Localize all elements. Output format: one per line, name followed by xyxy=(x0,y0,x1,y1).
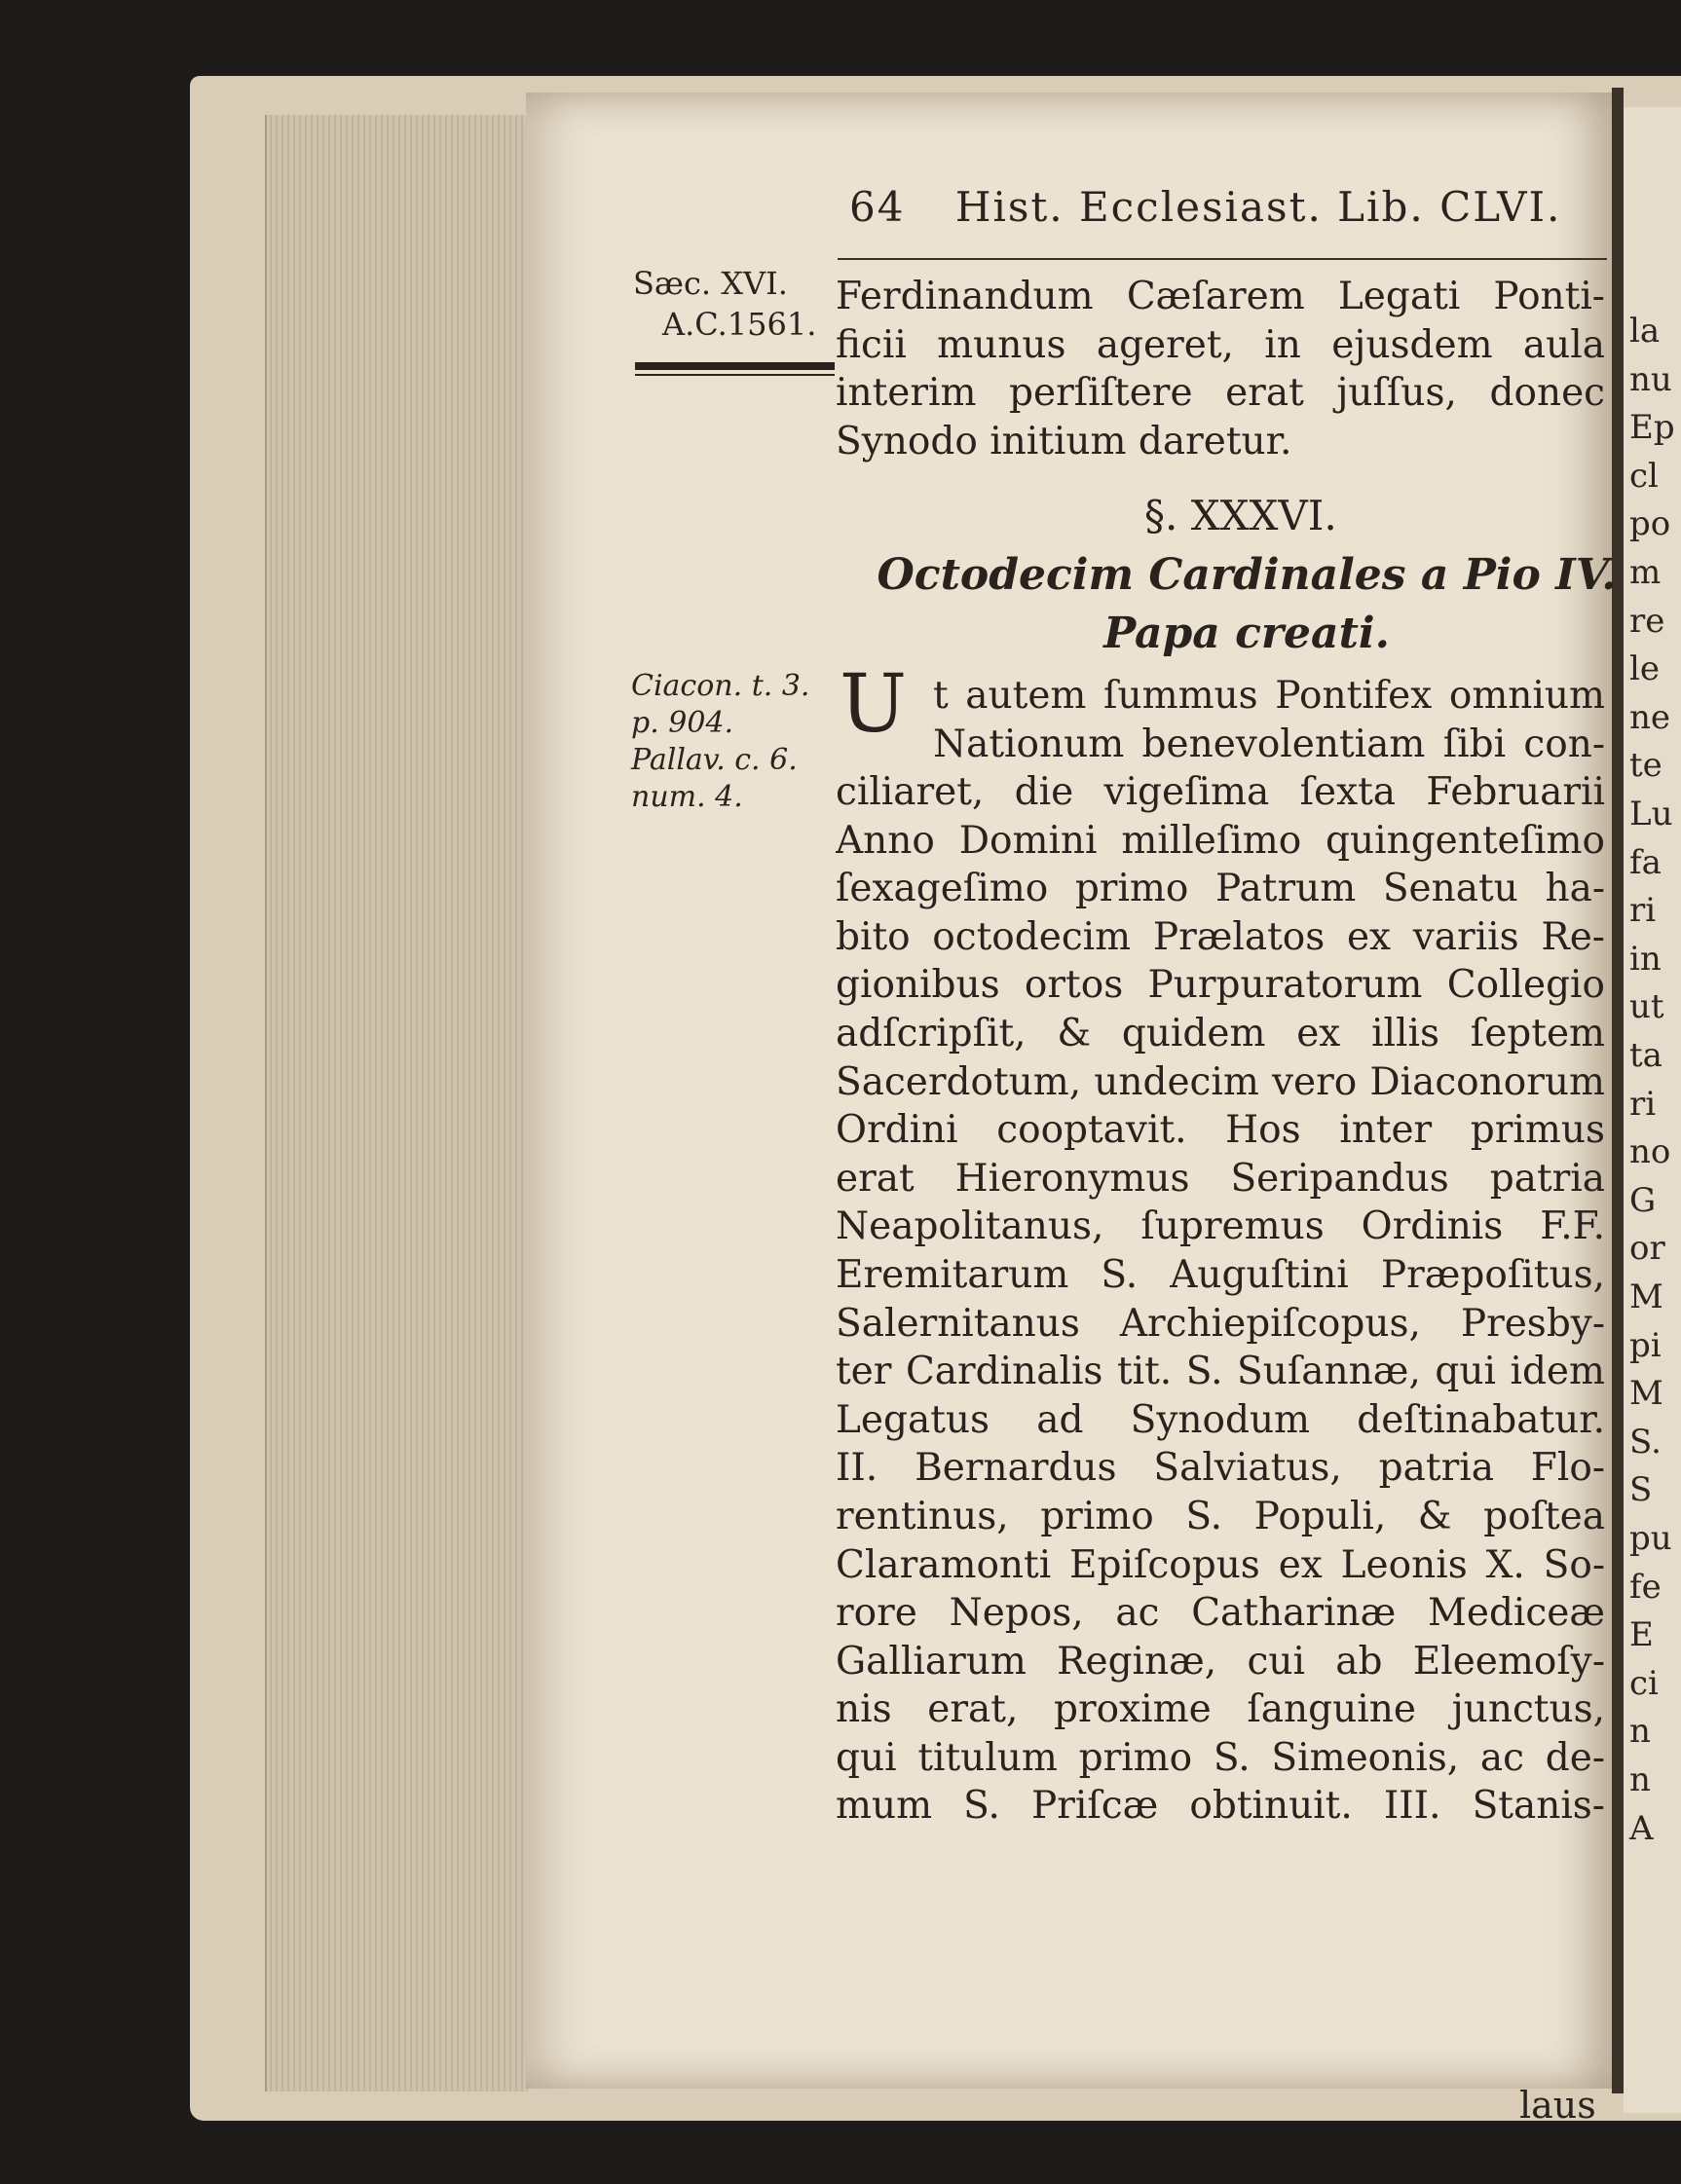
text-line: Ordini cooptavit. Hos inter primus xyxy=(836,1108,1605,1153)
catchword: laus xyxy=(1519,2084,1596,2127)
text-line: Nationum benevolentiam ſibi con- xyxy=(933,722,1605,766)
next-page-fragment: no xyxy=(1629,1132,1671,1172)
text-line: nis erat, proxime ſanguine junctus, xyxy=(836,1687,1605,1732)
text-line: adſcripſit, & quidem ex illis ſeptem xyxy=(836,1011,1605,1055)
next-page-fragment: Ep xyxy=(1629,408,1675,448)
next-page-fragment: pi xyxy=(1629,1325,1662,1365)
text-line: Galliarum Reginæ, cui ab Eleemoſy- xyxy=(836,1639,1605,1684)
text-line: Claramonti Epiſcopus ex Leonis X. So- xyxy=(836,1542,1605,1587)
text-line: Synodo initium daretur. xyxy=(836,419,1292,463)
next-page-fragment: pu xyxy=(1629,1519,1672,1558)
next-page-fragment: or xyxy=(1629,1229,1665,1269)
text-line: bito octodecim Prælatos ex variis Re- xyxy=(836,914,1605,959)
next-page-fragment: fa xyxy=(1629,842,1662,882)
text-line: Sacerdotum, undecim vero Diaconorum xyxy=(836,1059,1605,1104)
margin-saeculum: Sæc. XVI. xyxy=(633,265,788,302)
next-page-fragment: A xyxy=(1629,1808,1654,1848)
text-line: erat Hieronymus Seripandus patria xyxy=(836,1156,1605,1201)
next-page-fragment: ci xyxy=(1629,1663,1659,1703)
next-page-fragment: m xyxy=(1629,553,1662,592)
running-header xyxy=(849,183,1609,241)
book-gutter xyxy=(1612,88,1624,2093)
next-page-fragment: ut xyxy=(1629,987,1664,1027)
next-page-fragment: ri xyxy=(1629,891,1657,931)
text-line: t autem ſummus Pontifex omnium xyxy=(933,674,1605,718)
text-line: Legatus ad Synodum deſtinabatur. xyxy=(836,1397,1605,1442)
next-page-fragment: n xyxy=(1629,1760,1651,1799)
next-page-fragment: S. xyxy=(1629,1422,1662,1462)
next-page-fragment: M xyxy=(1629,1374,1663,1414)
text-line: Eremitarum S. Auguſtini Præpoſitus, xyxy=(836,1252,1605,1297)
header-rule xyxy=(838,258,1607,260)
margin-ref: Ciacon. t. 3. xyxy=(631,669,810,703)
next-page-fragment: le xyxy=(1629,649,1660,689)
next-page-fragment: fe xyxy=(1629,1567,1662,1607)
section-number: §. XXXVI. xyxy=(1144,492,1337,539)
margin-date xyxy=(633,263,838,345)
page-number: 64 xyxy=(849,183,906,231)
section-title-line1: Octodecim Cardinales a Pio IV. xyxy=(877,550,1617,600)
paragraph-2-head xyxy=(933,672,1605,768)
next-page-fragment: S xyxy=(1629,1470,1653,1510)
margin-year: A.C.1561. xyxy=(662,306,817,343)
next-page-fragment: M xyxy=(1629,1277,1663,1316)
drop-capital: U xyxy=(840,658,908,751)
margin-rule-thick xyxy=(635,362,835,370)
next-page-fragment: E xyxy=(1629,1615,1654,1655)
text-line: Ferdinandum Cæſarem Legati Ponti- xyxy=(836,275,1605,318)
running-title: Hist. Ecclesiast. Lib. CLVI. xyxy=(954,183,1562,231)
section-title-line2: Papa creati. xyxy=(1103,609,1390,658)
next-page-fragment: te xyxy=(1629,746,1662,786)
text-line: Salernitanus Archiepiſcopus, Presby- xyxy=(836,1301,1605,1346)
paragraph-2 xyxy=(836,768,1605,1831)
margin-ref: Pallav. c. 6. xyxy=(631,743,798,777)
text-line: ſexageſimo primo Patrum Senatu ha- xyxy=(836,867,1605,911)
text-line: ter Cardinalis tit. S. Suſannæ, qui idem xyxy=(836,1350,1605,1394)
page-edges xyxy=(265,115,528,2091)
next-page-fragment: n xyxy=(1629,1712,1651,1752)
next-page-fragment: ne xyxy=(1629,697,1671,737)
text-line: rentinus, primo S. Populi, & poſtea xyxy=(836,1494,1605,1538)
margin-ref: num. 4. xyxy=(631,780,743,814)
next-page-fragment: po xyxy=(1629,504,1671,544)
paragraph-1 xyxy=(836,273,1605,465)
margin-ref: p. 904. xyxy=(631,706,734,740)
text-line: mum S. Priſcæ obtinuit. III. Stanis- xyxy=(836,1784,1605,1829)
next-page-fragment: re xyxy=(1629,601,1665,641)
text-line: ficii munus ageret, in ejusdem aula xyxy=(836,322,1605,367)
margin-references xyxy=(631,668,836,816)
text-line: Neapolitanus, ſupremus Ordinis F.F. xyxy=(836,1204,1605,1249)
right-page-edge xyxy=(1624,107,1681,2113)
text-line: Anno Domini milleſimo quingenteſimo xyxy=(836,818,1605,863)
text-line: ciliaret, die vigeſima ſexta Februarii xyxy=(836,770,1605,814)
next-page-fragment: nu xyxy=(1629,359,1672,399)
next-page-fragment: G xyxy=(1629,1180,1657,1220)
text-line: interim perſiſtere erat juſſus, donec xyxy=(836,371,1605,416)
next-page-fragment: la xyxy=(1629,312,1661,351)
next-page-fragment: ri xyxy=(1629,1084,1657,1124)
next-page-fragment: Lu xyxy=(1629,795,1673,833)
text-line: rore Nepos, ac Catharinæ Mediceæ xyxy=(836,1591,1605,1636)
text-line: gionibus ortos Purpuratorum Collegio xyxy=(836,963,1605,1008)
text-line: II. Bernardus Salviatus, patria Flo- xyxy=(836,1446,1605,1491)
next-page-fragment: cl xyxy=(1629,456,1659,496)
margin-rule-thin xyxy=(635,374,835,376)
next-page-fragment: in xyxy=(1629,939,1662,979)
next-page-fragment: ta xyxy=(1629,1036,1662,1075)
text-line: qui titulum primo S. Simeonis, ac de- xyxy=(836,1735,1605,1780)
